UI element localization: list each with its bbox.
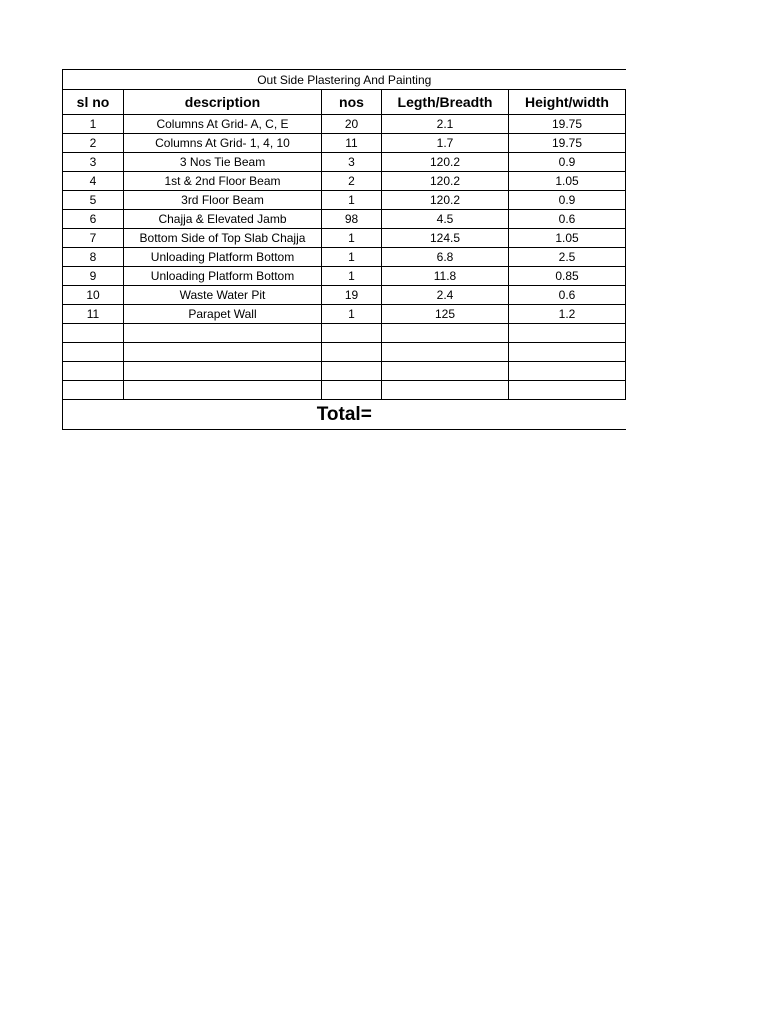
header-description[interactable]: description <box>124 90 322 115</box>
cell-nos[interactable]: 20 <box>322 115 382 134</box>
cell-nos[interactable]: 1 <box>322 267 382 286</box>
empty-table-row <box>63 362 626 381</box>
table-row <box>63 286 626 305</box>
spreadsheet-table <box>62 69 626 430</box>
cell-length-breadth[interactable]: 2.1 <box>382 115 509 134</box>
empty-cell[interactable] <box>382 362 509 381</box>
cell-sl-no[interactable]: 3 <box>63 153 124 172</box>
empty-cell[interactable] <box>63 324 124 343</box>
cell-sl-no[interactable]: 8 <box>63 248 124 267</box>
cell-length-breadth[interactable]: 11.8 <box>382 267 509 286</box>
table-row <box>63 248 626 267</box>
cell-nos[interactable]: 19 <box>322 286 382 305</box>
table-row <box>63 229 626 248</box>
table-row <box>63 210 626 229</box>
cell-description[interactable]: Chajja & Elevated Jamb <box>124 210 322 229</box>
cell-height-width[interactable]: 0.6 <box>509 210 626 229</box>
cell-nos[interactable]: 1 <box>322 305 382 324</box>
cell-height-width[interactable]: 0.6 <box>509 286 626 305</box>
empty-cell[interactable] <box>63 362 124 381</box>
cell-sl-no[interactable]: 6 <box>63 210 124 229</box>
cell-description[interactable]: 1st & 2nd Floor Beam <box>124 172 322 191</box>
empty-table-row <box>63 324 626 343</box>
cell-length-breadth[interactable]: 125 <box>382 305 509 324</box>
cell-nos[interactable]: 11 <box>322 134 382 153</box>
cell-length-breadth[interactable]: 1.7 <box>382 134 509 153</box>
cell-length-breadth[interactable]: 4.5 <box>382 210 509 229</box>
empty-cell[interactable] <box>509 343 626 362</box>
table-row <box>63 134 626 153</box>
cell-length-breadth[interactable]: 2.4 <box>382 286 509 305</box>
empty-cell[interactable] <box>124 324 322 343</box>
empty-cell[interactable] <box>382 343 509 362</box>
header-height-width[interactable]: Height/width <box>509 90 626 115</box>
sheet-title-row <box>63 70 626 90</box>
empty-table-row <box>63 381 626 400</box>
cell-nos[interactable]: 1 <box>322 248 382 267</box>
cell-nos[interactable]: 1 <box>322 229 382 248</box>
empty-cell[interactable] <box>124 343 322 362</box>
cell-length-breadth[interactable]: 124.5 <box>382 229 509 248</box>
empty-cell[interactable] <box>382 381 509 400</box>
cell-nos[interactable]: 98 <box>322 210 382 229</box>
cell-sl-no[interactable]: 5 <box>63 191 124 210</box>
empty-cell[interactable] <box>124 381 322 400</box>
empty-cell[interactable] <box>322 381 382 400</box>
cell-sl-no[interactable]: 2 <box>63 134 124 153</box>
cell-height-width[interactable]: 1.05 <box>509 172 626 191</box>
empty-cell[interactable] <box>509 381 626 400</box>
table-row <box>63 267 626 286</box>
cell-length-breadth[interactable]: 6.8 <box>382 248 509 267</box>
empty-cell[interactable] <box>322 362 382 381</box>
cell-sl-no[interactable]: 1 <box>63 115 124 134</box>
sheet-title[interactable]: Out Side Plastering And Painting <box>63 70 626 90</box>
cell-description[interactable]: Unloading Platform Bottom <box>124 248 322 267</box>
cell-sl-no[interactable]: 11 <box>63 305 124 324</box>
table-row <box>63 172 626 191</box>
cell-description[interactable]: Parapet Wall <box>124 305 322 324</box>
cell-description[interactable]: 3 Nos Tie Beam <box>124 153 322 172</box>
cell-sl-no[interactable]: 10 <box>63 286 124 305</box>
empty-cell[interactable] <box>322 343 382 362</box>
empty-cell[interactable] <box>124 362 322 381</box>
empty-cell[interactable] <box>382 324 509 343</box>
cell-height-width[interactable]: 19.75 <box>509 115 626 134</box>
cell-nos[interactable]: 1 <box>322 191 382 210</box>
header-nos[interactable]: nos <box>322 90 382 115</box>
empty-cell[interactable] <box>322 324 382 343</box>
table-row <box>63 115 626 134</box>
cell-height-width[interactable]: 2.5 <box>509 248 626 267</box>
empty-cell[interactable] <box>63 381 124 400</box>
empty-cell[interactable] <box>509 324 626 343</box>
cell-height-width[interactable]: 1.2 <box>509 305 626 324</box>
cell-height-width[interactable]: 0.9 <box>509 191 626 210</box>
header-length-breadth[interactable]: Legth/Breadth <box>382 90 509 115</box>
cell-height-width[interactable]: 0.9 <box>509 153 626 172</box>
cell-sl-no[interactable]: 4 <box>63 172 124 191</box>
cell-height-width[interactable]: 1.05 <box>509 229 626 248</box>
empty-cell[interactable] <box>63 343 124 362</box>
cell-sl-no[interactable]: 7 <box>63 229 124 248</box>
cell-length-breadth[interactable]: 120.2 <box>382 153 509 172</box>
header-sl-no[interactable]: sl no <box>63 90 124 115</box>
cell-description[interactable]: Columns At Grid- A, C, E <box>124 115 322 134</box>
header-row <box>63 90 626 115</box>
cell-description[interactable]: 3rd Floor Beam <box>124 191 322 210</box>
table-row <box>63 305 626 324</box>
table-row <box>63 153 626 172</box>
cell-height-width[interactable]: 19.75 <box>509 134 626 153</box>
cell-length-breadth[interactable]: 120.2 <box>382 191 509 210</box>
cell-nos[interactable]: 2 <box>322 172 382 191</box>
empty-cell[interactable] <box>509 362 626 381</box>
total-label[interactable]: Total= <box>63 400 626 430</box>
cell-height-width[interactable]: 0.85 <box>509 267 626 286</box>
empty-table-row <box>63 343 626 362</box>
cell-description[interactable]: Columns At Grid- 1, 4, 10 <box>124 134 322 153</box>
table-row <box>63 191 626 210</box>
cell-nos[interactable]: 3 <box>322 153 382 172</box>
cell-description[interactable]: Unloading Platform Bottom <box>124 267 322 286</box>
cell-description[interactable]: Waste Water Pit <box>124 286 322 305</box>
cell-length-breadth[interactable]: 120.2 <box>382 172 509 191</box>
cell-sl-no[interactable]: 9 <box>63 267 124 286</box>
cell-description[interactable]: Bottom Side of Top Slab Chajja <box>124 229 322 248</box>
total-row <box>63 400 626 430</box>
